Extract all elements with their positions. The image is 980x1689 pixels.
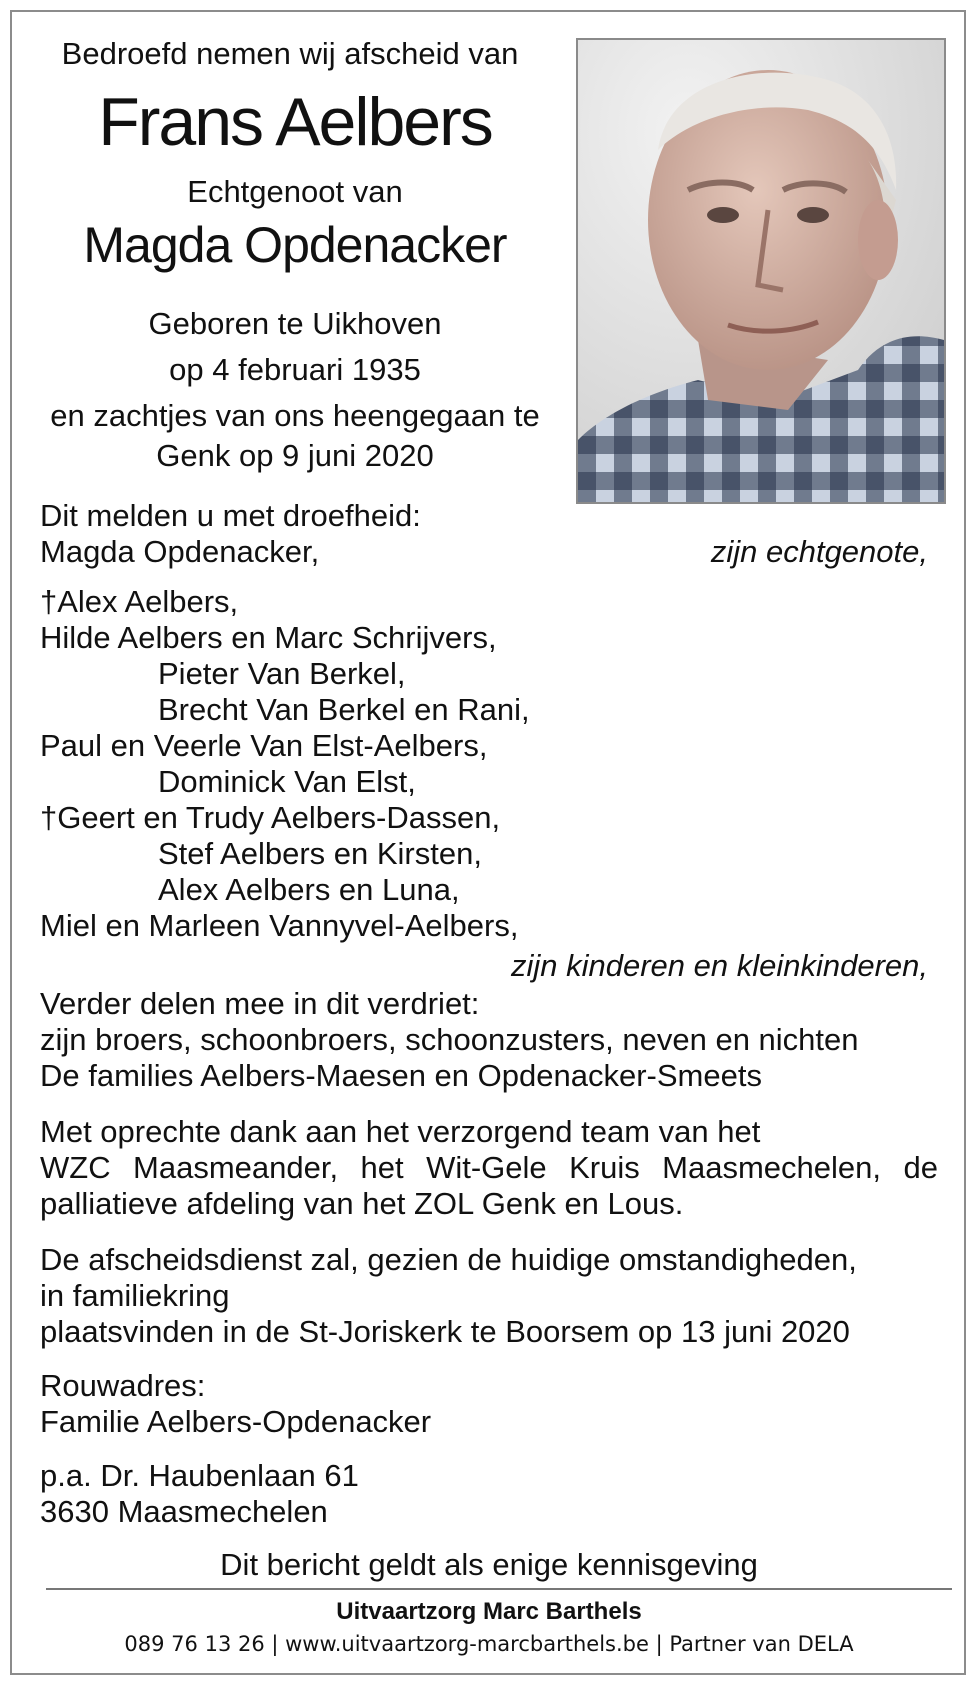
portrait-illustration: [578, 40, 944, 502]
thanks-word: Maasmeander,: [133, 1150, 339, 1185]
thanks-line-3: palliatieve afdeling van het ZOL Genk en Lous.: [40, 1186, 684, 1221]
extended-line-2: zijn broers, schoonbroers, schoonzusters, neven en nichten: [40, 1022, 859, 1057]
service-line-2: in familiekring: [40, 1278, 230, 1313]
thanks-word: Wit-Gele: [426, 1150, 547, 1185]
intro-text: Bedroefd nemen wij afscheid van: [61, 36, 519, 71]
notice-text: Dit bericht geldt als enige kennisgeving: [220, 1547, 758, 1582]
extended-line-1: Verder delen mee in dit verdriet:: [40, 986, 480, 1021]
thanks-word: het: [360, 1150, 404, 1185]
family-role: zijn kinderen en kleinkinderen,: [510, 948, 928, 983]
address-family: Familie Aelbers-Opdenacker: [40, 1404, 432, 1439]
birth-line-3: en zachtjes van ons heengegaan te: [50, 398, 540, 433]
portrait-photo: [576, 38, 946, 504]
thanks-word: WZC: [40, 1150, 111, 1185]
announce-spouse-name: Magda Opdenacker,: [40, 534, 320, 569]
birth-line-2: op 4 februari 1935: [169, 352, 421, 387]
address-city: 3630 Maasmechelen: [40, 1494, 328, 1529]
spouse-name: Magda Opdenacker: [83, 217, 507, 273]
footer-contact: 089 76 13 26 | www.uitvaartzorg-marcbarthels.be | Partner van DELA: [124, 1632, 854, 1656]
family-line: †Geert en Trudy Aelbers-Dassen,: [40, 800, 501, 835]
family-line: Brecht Van Berkel en Rani,: [158, 692, 530, 727]
relation-text: Echtgenoot van: [187, 174, 403, 209]
thanks-line-2: [40, 1152, 938, 1183]
family-line: Paul en Veerle Van Elst-Aelbers,: [40, 728, 488, 763]
service-line-1: De afscheidsdienst zal, gezien de huidige omstandigheden,: [40, 1242, 857, 1277]
footer-divider: [46, 1588, 952, 1590]
thanks-word: Kruis: [569, 1150, 640, 1185]
deceased-name: Frans Aelbers: [98, 84, 492, 160]
thanks-line-1: Met oprechte dank aan het verzorgend team van het: [40, 1114, 761, 1149]
address-label: Rouwadres:: [40, 1368, 206, 1403]
birth-line-4: Genk op 9 juni 2020: [156, 438, 434, 473]
announce-intro: Dit melden u met droefheid:: [40, 498, 421, 533]
footer-company: Uitvaartzorg Marc Barthels: [336, 1598, 642, 1625]
service-line-3: plaatsvinden in de St-Joriskerk te Boorsem op 13 juni 2020: [40, 1314, 850, 1349]
birth-line-1: Geboren te Uikhoven: [148, 306, 442, 341]
family-line: Miel en Marleen Vannyvel-Aelbers,: [40, 908, 519, 943]
family-line: †Alex Aelbers,: [40, 584, 239, 619]
address-street: p.a. Dr. Haubenlaan 61: [40, 1458, 359, 1493]
family-line: Pieter Van Berkel,: [158, 656, 406, 691]
family-line: Dominick Van Elst,: [158, 764, 416, 799]
family-line: Alex Aelbers en Luna,: [158, 872, 460, 907]
family-line: Hilde Aelbers en Marc Schrijvers,: [40, 620, 497, 655]
family-line: Stef Aelbers en Kirsten,: [158, 836, 482, 871]
extended-line-3: De families Aelbers-Maesen en Opdenacker-Smeets: [40, 1058, 762, 1093]
thanks-word: de: [903, 1150, 938, 1185]
announce-spouse-role: zijn echtgenote,: [710, 534, 928, 569]
thanks-word: Maasmechelen,: [662, 1150, 882, 1185]
